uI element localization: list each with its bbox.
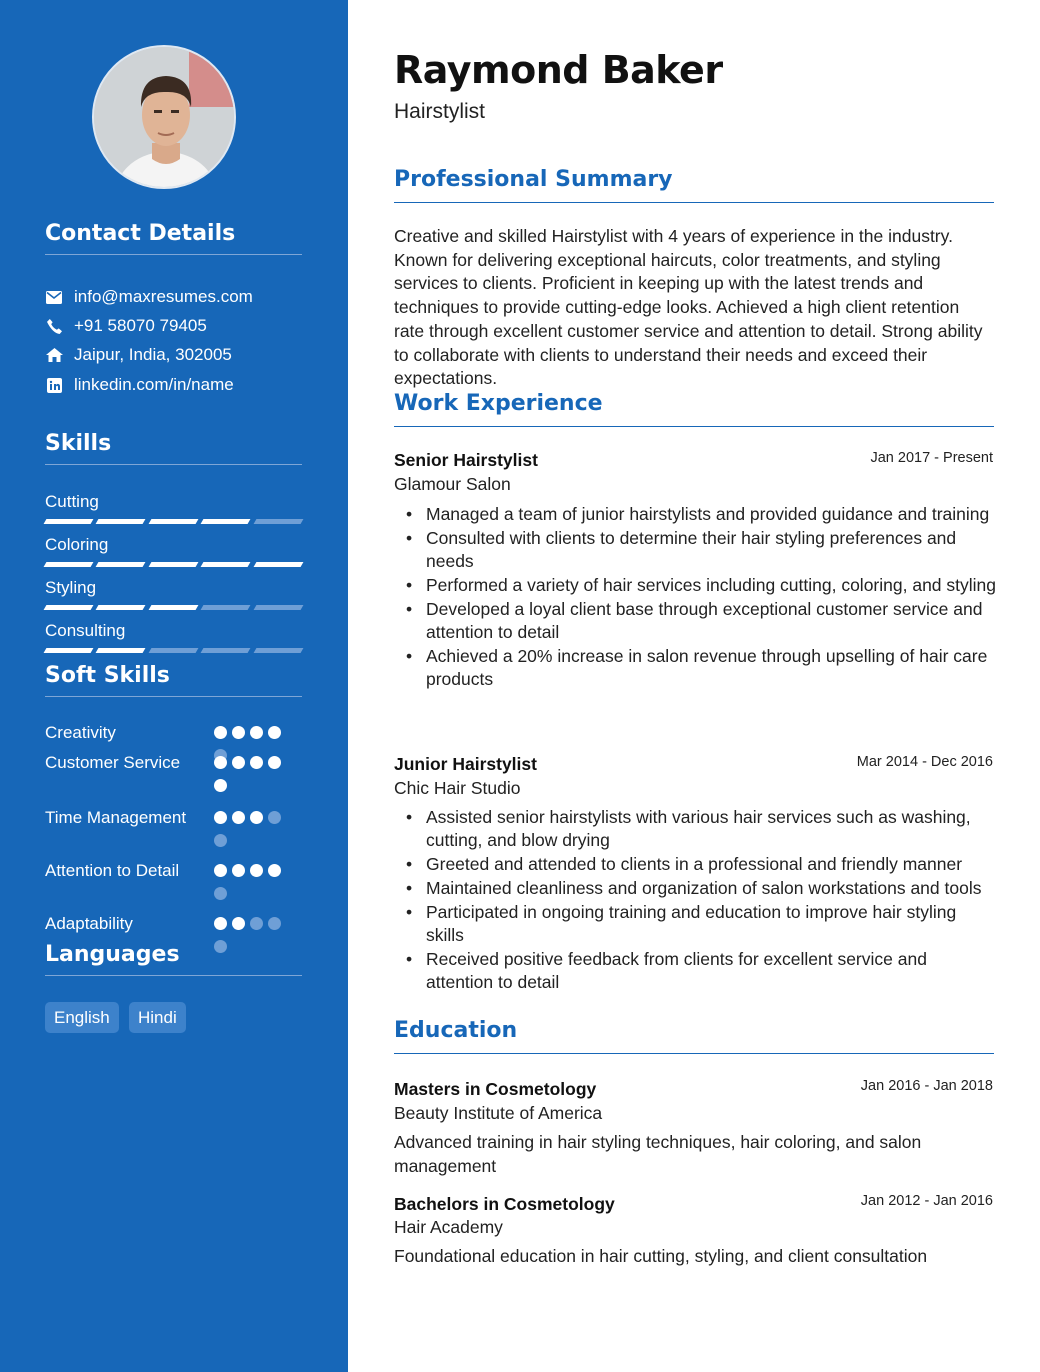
job-title: Senior Hairstylist bbox=[394, 450, 538, 470]
list-item: • Developed a loyal client base through exceptional customer service and attention to detail bbox=[426, 598, 996, 645]
rating-dot bbox=[214, 864, 227, 877]
skill-level-bar bbox=[45, 648, 302, 654]
skill-level-bar bbox=[45, 519, 302, 525]
job-bullets bbox=[426, 503, 996, 692]
skill-level-segment bbox=[148, 519, 198, 524]
rating-dot bbox=[268, 864, 281, 877]
skill-level-segment bbox=[253, 605, 303, 610]
skill-label: Cutting bbox=[45, 492, 99, 511]
rating-dot bbox=[250, 756, 263, 769]
job-company: Chic Hair Studio bbox=[394, 778, 521, 798]
skill-level-segment bbox=[253, 519, 303, 524]
language-badge: English bbox=[45, 1002, 119, 1033]
rating-dot bbox=[250, 811, 263, 824]
rating-dot bbox=[214, 811, 227, 824]
home-icon bbox=[45, 346, 63, 364]
rating-dot bbox=[214, 887, 227, 900]
languages-heading: Languages bbox=[45, 941, 302, 976]
degree-description: Advanced training in hair styling techniques, hair coloring, and salon management bbox=[394, 1132, 922, 1176]
profile-photo bbox=[92, 45, 236, 189]
job-dates: Mar 2014 - Dec 2016 bbox=[856, 754, 993, 770]
linkedin-text: linkedin.com/in/name bbox=[74, 375, 234, 394]
skill-level-segment bbox=[253, 648, 303, 653]
list-item: • Achieved a 20% increase in salon revenue through upselling of hair care products bbox=[426, 645, 996, 692]
degree-title: Masters in Cosmetology bbox=[394, 1079, 597, 1099]
skill-level-segment bbox=[44, 519, 94, 524]
skill-level-bar bbox=[45, 562, 302, 568]
skill-level-segment bbox=[44, 648, 94, 653]
contact-email[interactable] bbox=[45, 286, 253, 308]
skill-label: Styling bbox=[45, 578, 97, 597]
list-item: • Greeted and attended to clients in a professional and friendly manner bbox=[426, 853, 996, 876]
linkedin-icon bbox=[45, 376, 63, 394]
skill-level-segment bbox=[201, 605, 251, 610]
skills-heading: Skills bbox=[45, 430, 302, 465]
soft-skills-heading: Soft Skills bbox=[45, 662, 302, 697]
list-item: • Received positive feedback from clients for excellent service and attention to detail bbox=[426, 948, 996, 995]
skill-level-segment bbox=[96, 519, 146, 524]
candidate-name: Raymond Baker bbox=[394, 48, 723, 92]
contact-address bbox=[45, 344, 232, 366]
soft-skill-label: Attention to Detail bbox=[45, 861, 180, 880]
job-title: Junior Hairstylist bbox=[394, 754, 537, 774]
soft-skill-label: Creativity bbox=[45, 723, 116, 742]
soft-skill-label: Time Management bbox=[45, 808, 187, 827]
email-text: info@maxresumes.com bbox=[74, 287, 253, 306]
skill-level-segment bbox=[96, 562, 146, 567]
job-company: Glamour Salon bbox=[394, 474, 511, 494]
skill-level-segment bbox=[44, 605, 94, 610]
skill-level-segment bbox=[96, 605, 146, 610]
rating-dot bbox=[232, 917, 245, 930]
rating-dot bbox=[250, 726, 263, 739]
language-badge: Hindi bbox=[129, 1002, 186, 1033]
school-name: Beauty Institute of America bbox=[394, 1103, 603, 1123]
list-item: • Participated in ongoing training and education to improve hair styling skills bbox=[426, 901, 996, 948]
degree-description: Foundational education in hair cutting, styling, and client consultation bbox=[394, 1246, 928, 1266]
skill-level-segment bbox=[201, 562, 251, 567]
skill-label: Consulting bbox=[45, 621, 126, 640]
list-item: • Consulted with clients to determine their hair styling preferences and needs bbox=[426, 527, 996, 574]
sidebar bbox=[0, 0, 348, 1372]
education-heading: Education bbox=[394, 1017, 994, 1054]
rating-dot bbox=[214, 834, 227, 847]
list-item: • Assisted senior hairstylists with various hair services such as washing, cutting, and blow drying bbox=[426, 806, 996, 853]
skill-level-segment bbox=[148, 562, 198, 567]
degree-dates: Jan 2016 - Jan 2018 bbox=[860, 1078, 993, 1094]
school-name: Hair Academy bbox=[394, 1217, 503, 1237]
experience-heading: Work Experience bbox=[394, 390, 994, 427]
soft-skill-label: Customer Service bbox=[45, 753, 181, 772]
rating-dot bbox=[250, 917, 263, 930]
job-dates: Jan 2017 - Present bbox=[870, 450, 993, 466]
skill-level-segment bbox=[148, 648, 198, 653]
list-item: • Performed a variety of hair services including cutting, coloring, and styling bbox=[426, 574, 996, 597]
rating-dot bbox=[250, 864, 263, 877]
list-item: • Maintained cleanliness and organization of salon workstations and tools bbox=[426, 877, 996, 900]
skill-label: Coloring bbox=[45, 535, 109, 554]
summary-heading: Professional Summary bbox=[394, 166, 994, 203]
soft-skill-label: Adaptability bbox=[45, 914, 133, 933]
skill-level-segment bbox=[96, 648, 146, 653]
rating-dot bbox=[232, 864, 245, 877]
rating-dot bbox=[214, 779, 227, 792]
rating-dot bbox=[232, 726, 245, 739]
candidate-title: Hairstylist bbox=[394, 100, 486, 123]
contact-heading: Contact Details bbox=[45, 220, 302, 255]
rating-dot bbox=[268, 726, 281, 739]
rating-dot bbox=[232, 811, 245, 824]
rating-dot bbox=[214, 726, 227, 739]
degree-dates: Jan 2012 - Jan 2016 bbox=[860, 1193, 993, 1209]
skill-level-bar bbox=[45, 605, 302, 611]
rating-dot bbox=[214, 917, 227, 930]
envelope-icon bbox=[45, 288, 63, 306]
skill-level-segment bbox=[44, 562, 94, 567]
rating-dot bbox=[214, 756, 227, 769]
contact-phone[interactable] bbox=[45, 315, 207, 337]
phone-text: +91 58070 79405 bbox=[74, 316, 207, 335]
skill-level-segment bbox=[201, 648, 251, 653]
degree-title: Bachelors in Cosmetology bbox=[394, 1194, 615, 1214]
rating-dot bbox=[232, 756, 245, 769]
summary-text: Creative and skilled Hairstylist with 4 years of experience in the industry. Known for delivering exceptional haircuts, color treatments, and styling services to clients. Proficient in keeping up with the latest trends and techniques to provide cutting-edge looks. Achieved a high client retention rate through excellent customer service and attention to detail. Strong ability to collaborate with clients to understand their needs and exceed their expectations. bbox=[394, 226, 983, 389]
rating-dot bbox=[268, 917, 281, 930]
skill-level-segment bbox=[253, 562, 303, 567]
job-bullets bbox=[426, 806, 996, 995]
rating-dot bbox=[268, 811, 281, 824]
skill-level-segment bbox=[148, 605, 198, 610]
rating-dot bbox=[268, 756, 281, 769]
phone-icon bbox=[45, 317, 63, 335]
address-text: Jaipur, India, 302005 bbox=[74, 345, 232, 364]
contact-linkedin[interactable] bbox=[45, 374, 234, 396]
skill-level-segment bbox=[201, 519, 251, 524]
list-item: • Managed a team of junior hairstylists and provided guidance and training bbox=[426, 503, 996, 526]
